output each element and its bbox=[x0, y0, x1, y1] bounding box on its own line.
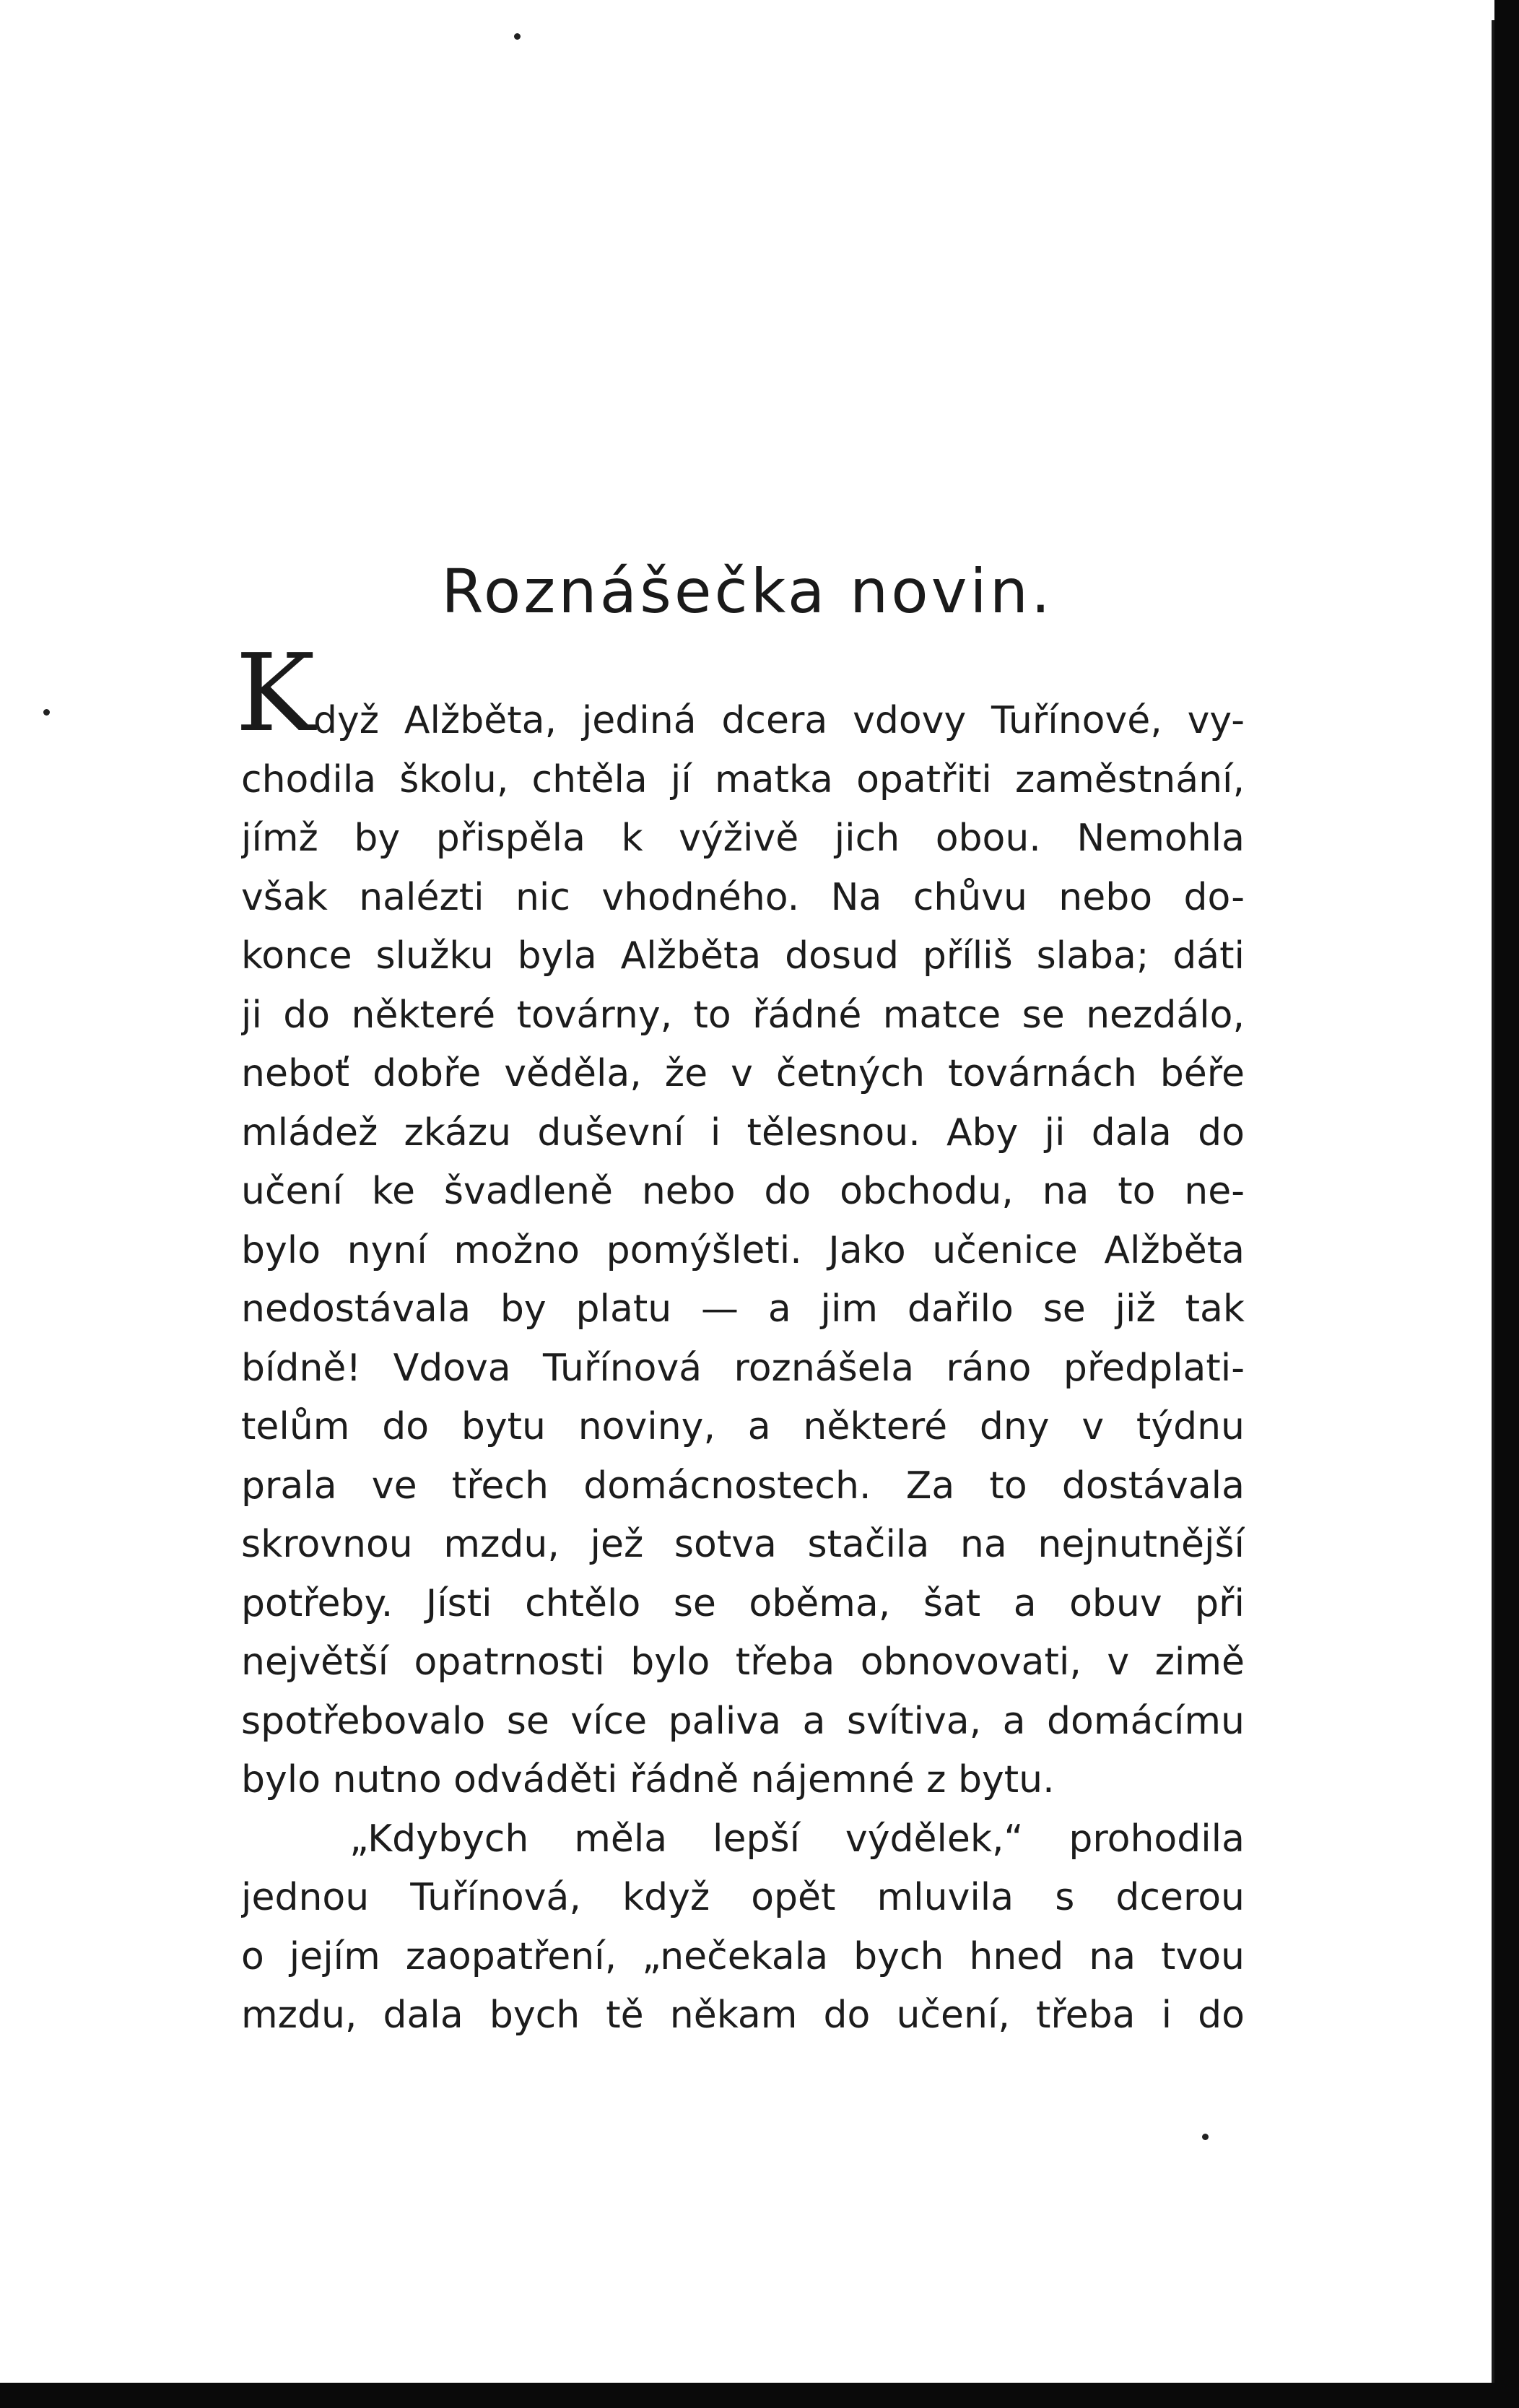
text-line: telům do bytu noviny, a některé dny v týdnu bbox=[241, 1405, 1245, 1448]
text-line: chodila školu, chtěla jí matka opatřiti zaměstnání, bbox=[241, 757, 1245, 801]
text-line: „Kdybych měla lepší výdělek,“ prohodila bbox=[349, 1817, 1245, 1861]
text-line: prala ve třech domácnostech. Za to dostávala bbox=[241, 1464, 1245, 1508]
text-line: učení ke švadleně nebo do obchodu, na to ne- bbox=[241, 1170, 1245, 1213]
text-line: však nalézti nic vhodného. Na chůvu nebo do- bbox=[241, 875, 1245, 919]
text-line: konce služku byla Alžběta dosud příliš slaba; dáti bbox=[241, 934, 1245, 978]
scan-speck bbox=[1202, 2134, 1209, 2140]
text-line: mzdu, dala bych tě někam do učení, třeba i do bbox=[241, 1994, 1245, 2037]
text-line: neboť dobře věděla, že v četných továrnách béře bbox=[241, 1052, 1245, 1095]
text-line: nedostávala by platu — a jim dařilo se již tak bbox=[241, 1287, 1245, 1331]
text-line: jednou Tuřínová, když opět mluvila s dcerou bbox=[241, 1876, 1245, 1919]
chapter-title: Roznášečka novin. bbox=[441, 556, 1053, 627]
text-line: bylo nutno odváděti řádně nájemné z bytu. bbox=[241, 1758, 1055, 1801]
text-line: skrovnou mzdu, jež sotva stačila na nejnutnější bbox=[241, 1523, 1245, 1566]
scan-edge-bottom bbox=[0, 2383, 1519, 2408]
scan-speck bbox=[514, 33, 521, 40]
text-line: mládež zkázu duševní i tělesnou. Aby ji dala do bbox=[241, 1110, 1245, 1155]
scan-speck bbox=[43, 709, 50, 716]
text-line: největší opatrnosti bylo třeba obnovovati, v zimě bbox=[241, 1640, 1245, 1684]
text-line: bylo nyní možno pomýšleti. Jako učenice Alžběta bbox=[241, 1228, 1245, 1272]
text-line: bídně! Vdova Tuřínová roznášela ráno předplati- bbox=[241, 1346, 1245, 1390]
text-line: dyž Alžběta, jediná dcera vdovy Tuřínové, vy- bbox=[313, 699, 1245, 742]
text-line: ji do některé továrny, to řádné matce se nezdálo, bbox=[241, 993, 1245, 1037]
scan-edge-right bbox=[1494, 0, 1519, 2408]
text-line: potřeby. Jísti chtělo se oběma, šat a obuv při bbox=[241, 1581, 1245, 1625]
text-line: jímž by přispěla k výživě jich obou. Nemohla bbox=[241, 817, 1245, 860]
text-line: spotřebovalo se více paliva a svítiva, a domácímu bbox=[241, 1699, 1245, 1743]
body-text bbox=[241, 692, 1245, 2046]
drop-cap-initial: K bbox=[235, 631, 315, 755]
text-line: o jejím zaopatření, „nečekala bych hned na tvou bbox=[241, 1934, 1245, 1978]
